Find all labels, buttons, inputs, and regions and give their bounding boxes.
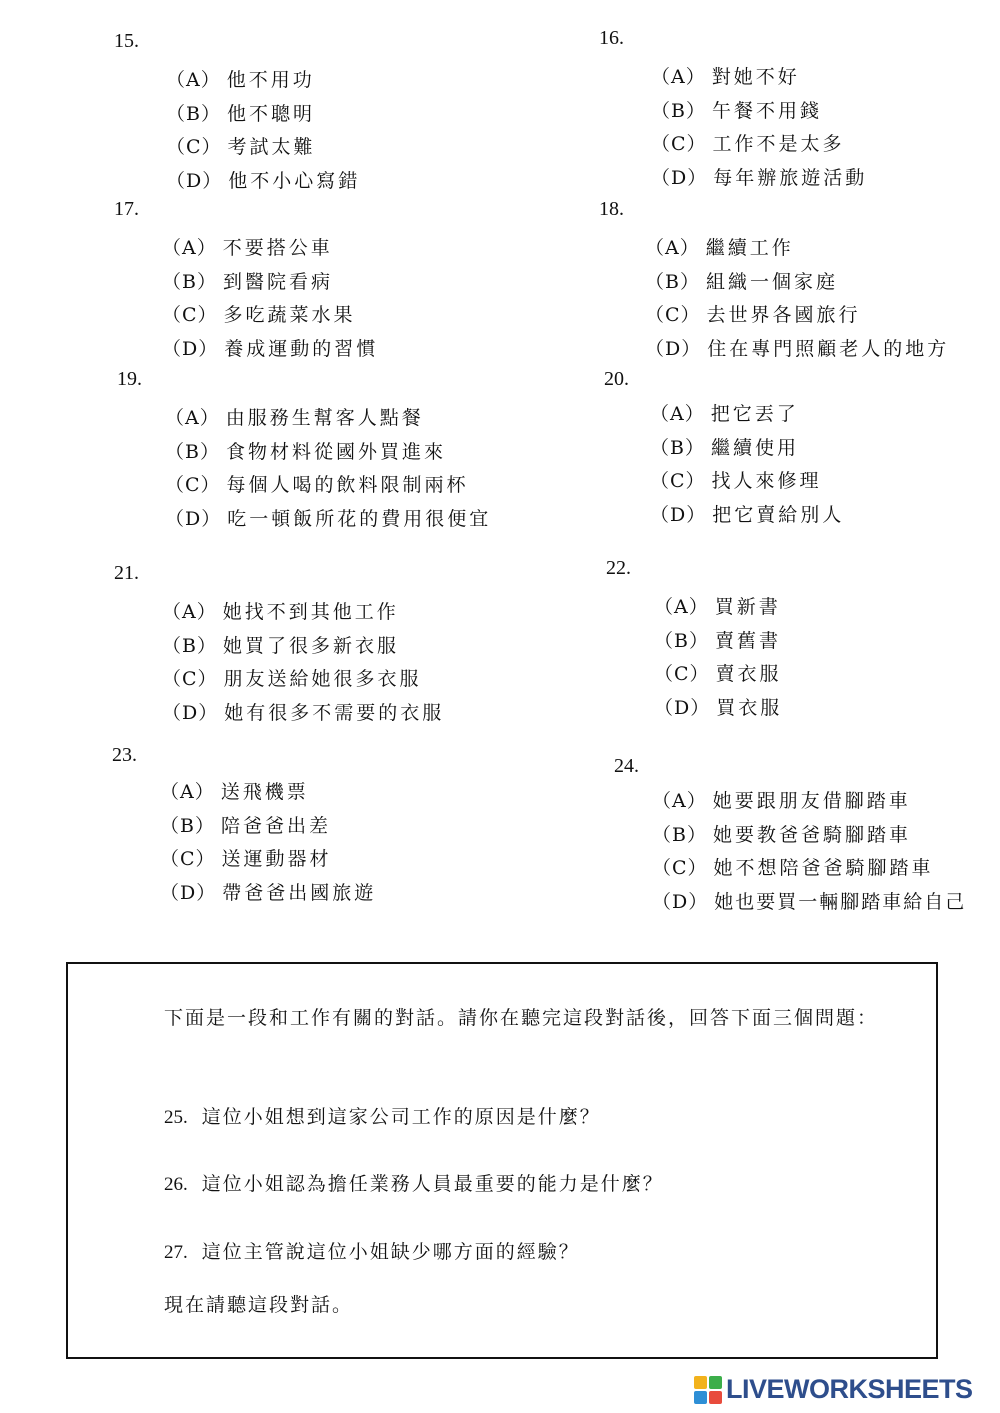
question-number: 24.: [614, 755, 639, 777]
option-text: 他不小心寫錯: [228, 169, 361, 192]
sub-question-text: 這位小姐認為擔任業務人員最重要的能力是什麼？: [201, 1173, 664, 1195]
option-label: （D）: [166, 169, 223, 192]
option-label: （B）: [160, 814, 215, 837]
option-label: （A）: [645, 237, 700, 260]
question-block: [599, 25, 867, 193]
answer-option[interactable]: [651, 160, 867, 194]
option-text: 考試太難: [227, 136, 316, 159]
sub-question-text: 這位主管說這位小姐缺少哪方面的經驗？: [201, 1241, 580, 1263]
option-label: （D）: [650, 503, 707, 526]
answer-option[interactable]: [645, 264, 949, 298]
sub-question-text: 這位小姐想到這家公司工作的原因是什麼？: [201, 1106, 601, 1128]
answer-option[interactable]: [166, 62, 360, 96]
option-text: 賣衣服: [715, 663, 782, 686]
answer-option[interactable]: [650, 463, 844, 497]
question-number: 17.: [114, 198, 139, 220]
option-text: 朋友送給她很多衣服: [223, 668, 422, 691]
option-label: （A）: [166, 69, 221, 92]
option-label: （D）: [645, 337, 702, 360]
answer-option[interactable]: [650, 396, 844, 430]
option-text: 由服務生幫客人點餐: [225, 407, 424, 430]
option-text: 到醫院看病: [222, 270, 333, 293]
answer-option[interactable]: [652, 817, 966, 851]
question-number: 16.: [599, 27, 624, 49]
answer-option[interactable]: [650, 430, 844, 464]
option-label: （D）: [160, 881, 217, 904]
sub-question-number: 26.: [164, 1174, 188, 1195]
answer-option[interactable]: [162, 594, 444, 628]
answer-option[interactable]: [652, 783, 966, 817]
answer-option[interactable]: [654, 589, 782, 623]
answer-option[interactable]: [162, 264, 378, 298]
option-text: 送運動器材: [221, 848, 332, 871]
option-text: 她不想陪爸爸騎腳踏車: [713, 857, 934, 880]
question-block: [606, 555, 782, 723]
listening-instructions-box: [66, 962, 938, 1359]
option-label: （D）: [654, 696, 711, 719]
option-text: 他不聰明: [226, 102, 315, 125]
question-block: [604, 366, 844, 530]
option-label: （C）: [165, 474, 221, 497]
option-label: （C）: [654, 663, 710, 686]
option-label: （C）: [652, 857, 708, 880]
logo-mark-icon: [694, 1376, 722, 1404]
option-text: 她買了很多新衣服: [222, 634, 399, 657]
answer-option[interactable]: [645, 297, 949, 331]
option-label: （D）: [651, 166, 708, 189]
option-text: 養成運動的習慣: [224, 337, 379, 360]
option-text: 買新書: [714, 596, 781, 619]
answer-option[interactable]: [160, 875, 376, 909]
option-label: （A）: [654, 596, 709, 619]
logo-square: [694, 1376, 707, 1389]
answer-option[interactable]: [162, 331, 378, 365]
option-label: （C）: [645, 304, 701, 327]
option-text: 買衣服: [716, 696, 783, 719]
option-text: 找人來修理: [711, 470, 822, 493]
answer-option[interactable]: [160, 808, 376, 842]
option-text: 她有很多不需要的衣服: [224, 701, 445, 724]
answer-option[interactable]: [652, 884, 966, 918]
option-label: （B）: [650, 436, 705, 459]
option-text: 住在專門照顧老人的地方: [707, 337, 950, 360]
logo-square: [709, 1391, 722, 1404]
answer-option[interactable]: [654, 656, 782, 690]
answer-option[interactable]: [162, 695, 444, 729]
option-label: （A）: [651, 66, 706, 89]
question-block: [599, 196, 949, 364]
question-block: [114, 28, 360, 196]
answer-option[interactable]: [651, 126, 867, 160]
option-label: （D）: [652, 890, 709, 913]
option-text: 把它賣給別人: [712, 503, 845, 526]
option-label: （B）: [162, 634, 217, 657]
answer-option[interactable]: [160, 841, 376, 875]
question-number: 20.: [604, 368, 629, 390]
option-label: （C）: [162, 304, 218, 327]
option-text: 她要教爸爸騎腳踏車: [712, 823, 911, 846]
answer-option[interactable]: [654, 623, 782, 657]
answer-option[interactable]: [166, 96, 360, 130]
listen-now-text: 現在請聽這段對話。: [164, 1294, 354, 1316]
sub-question: [164, 1102, 601, 1129]
option-label: （B）: [162, 270, 217, 293]
answer-option[interactable]: [162, 230, 378, 264]
answer-option[interactable]: [650, 497, 844, 531]
answer-option[interactable]: [166, 163, 360, 197]
sub-question: [164, 1169, 664, 1196]
question-number: 15.: [114, 30, 139, 52]
option-text: 帶爸爸出國旅遊: [222, 881, 377, 904]
option-label: （A）: [650, 403, 705, 426]
answer-option[interactable]: [162, 628, 444, 662]
option-label: （D）: [162, 337, 219, 360]
option-text: 他不用功: [226, 69, 315, 92]
option-label: （C）: [162, 668, 218, 691]
question-block: [112, 742, 376, 908]
option-text: 送飛機票: [220, 781, 309, 804]
question-block: [114, 560, 444, 728]
option-text: 陪爸爸出差: [220, 814, 331, 837]
option-text: 賣舊書: [714, 629, 781, 652]
logo-square: [709, 1376, 722, 1389]
option-label: （B）: [652, 823, 707, 846]
answer-option[interactable]: [651, 59, 867, 93]
liveworksheets-logo[interactable]: [694, 1374, 973, 1405]
option-text: 食物材料從國外買進來: [225, 440, 446, 463]
option-label: （A）: [160, 781, 215, 804]
option-label: （B）: [654, 629, 709, 652]
option-text: 她要跟朋友借腳踏車: [712, 790, 911, 813]
option-text: 多吃蔬菜水果: [223, 304, 356, 327]
logo-text: LIVEWORKSHEETS: [726, 1374, 973, 1404]
answer-option[interactable]: [165, 467, 491, 501]
question-number: 23.: [112, 744, 137, 766]
answer-option[interactable]: [166, 129, 360, 163]
option-text: 對她不好: [711, 66, 800, 89]
sub-question-number: 27.: [164, 1242, 188, 1263]
answer-option[interactable]: [165, 501, 491, 535]
option-label: （A）: [162, 601, 217, 624]
answer-option[interactable]: [645, 331, 949, 365]
question-block: [114, 196, 378, 364]
question-number: 21.: [114, 562, 139, 584]
option-label: （C）: [166, 136, 222, 159]
option-label: （A）: [162, 237, 217, 260]
option-text: 組織一個家庭: [705, 270, 838, 293]
answer-option[interactable]: [165, 434, 491, 468]
option-text: 她也要買一輛腳踏車給自己: [714, 890, 967, 913]
answer-option[interactable]: [654, 690, 782, 724]
option-label: （B）: [165, 440, 220, 463]
question-number: 22.: [606, 557, 631, 579]
question-number: 18.: [599, 198, 624, 220]
option-text: 不要搭公車: [222, 237, 333, 260]
answer-option[interactable]: [162, 661, 444, 695]
option-text: 她找不到其他工作: [222, 601, 399, 624]
instruction-text: 下面是一段和工作有關的對話。請你在聽完這段對話後，回答下面三個問題：: [164, 1007, 879, 1029]
option-label: （A）: [165, 407, 220, 430]
question-number: 19.: [117, 368, 142, 390]
option-text: 繼續使用: [710, 436, 799, 459]
answer-option[interactable]: [652, 850, 966, 884]
option-label: （B）: [166, 102, 221, 125]
option-label: （A）: [652, 790, 707, 813]
option-text: 繼續工作: [705, 237, 794, 260]
answer-option[interactable]: [165, 400, 491, 434]
option-label: （D）: [162, 701, 219, 724]
option-label: （C）: [160, 848, 216, 871]
answer-option[interactable]: [645, 230, 949, 264]
sub-question: [164, 1237, 580, 1264]
sub-question-number: 25.: [164, 1107, 188, 1128]
option-text: 去世界各國旅行: [706, 304, 861, 327]
answer-option[interactable]: [160, 774, 376, 808]
option-label: （B）: [651, 99, 706, 122]
answer-option[interactable]: [162, 297, 378, 331]
option-label: （C）: [650, 470, 706, 493]
logo-square: [694, 1391, 707, 1404]
question-block: [614, 753, 966, 917]
option-text: 每個人喝的飲料限制兩杯: [226, 474, 469, 497]
option-label: （C）: [651, 133, 707, 156]
option-label: （D）: [165, 507, 222, 530]
option-text: 把它丟了: [710, 403, 799, 426]
option-label: （B）: [645, 270, 700, 293]
option-text: 工作不是太多: [712, 133, 845, 156]
question-block: [117, 366, 491, 534]
option-text: 每年辦旅遊活動: [713, 166, 868, 189]
option-text: 午餐不用錢: [711, 99, 822, 122]
option-text: 吃一頓飯所花的費用很便宜: [227, 507, 492, 530]
answer-option[interactable]: [651, 93, 867, 127]
